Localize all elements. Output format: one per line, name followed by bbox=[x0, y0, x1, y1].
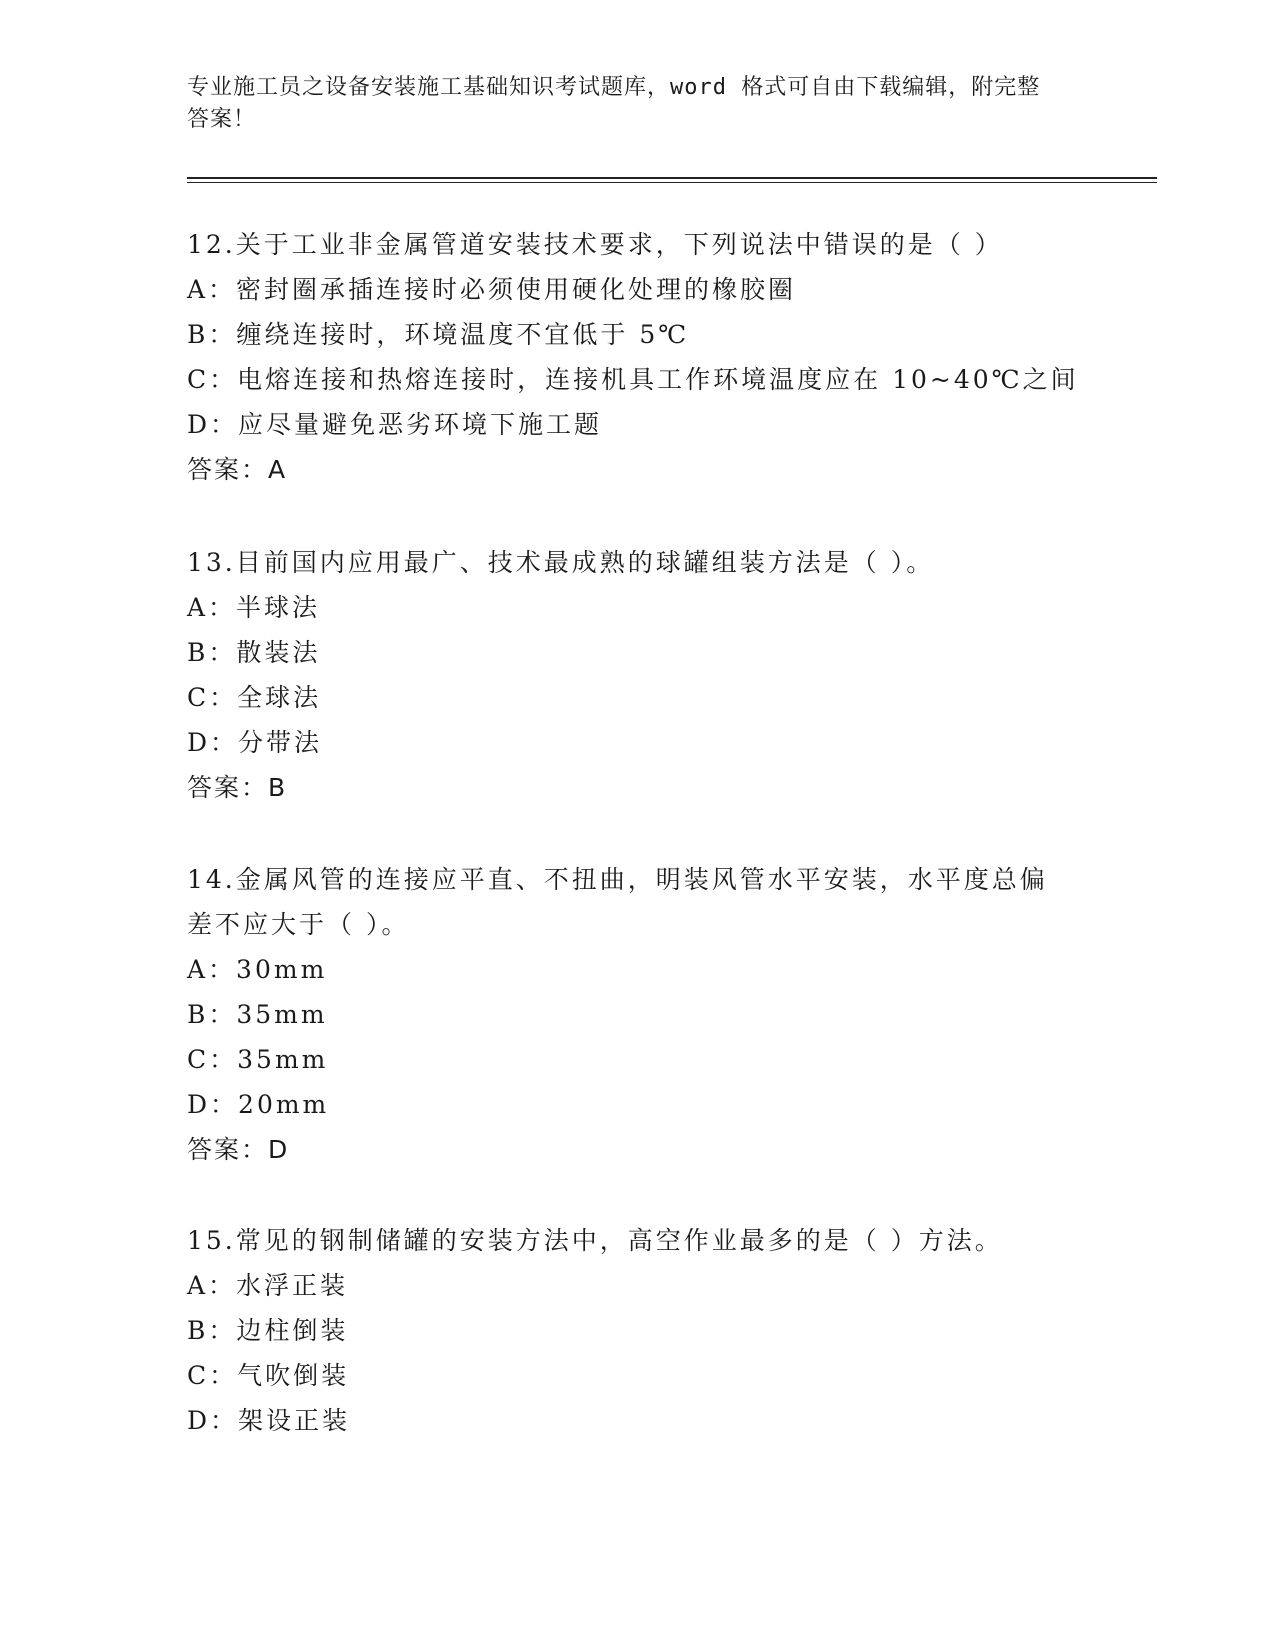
question-15 bbox=[187, 1218, 1087, 1443]
option-c: C：电熔连接和热熔连接时，连接机具工作环境温度应在 10~40℃之间 bbox=[187, 365, 1079, 394]
option-b: B：缠绕连接时，环境温度不宜低于 5℃ bbox=[187, 320, 690, 349]
question-stem: 13.目前国内应用最广、技术最成熟的球罐组装方法是（ ）。 bbox=[187, 548, 935, 577]
option-a: A：半球法 bbox=[187, 593, 321, 622]
option-d: D：架设正装 bbox=[187, 1406, 351, 1435]
header-divider-thin bbox=[187, 182, 1157, 183]
option-a: A：30mm bbox=[187, 955, 328, 984]
option-d: D：应尽量避免恶劣环境下施工题 bbox=[187, 410, 603, 439]
question-stem: 14.金属风管的连接应平直、不扭曲，明装风管水平安装，水平度总偏差不应大于（ ）。 bbox=[187, 865, 1048, 939]
option-a: A：水浮正装 bbox=[187, 1271, 349, 1300]
option-c: C：全球法 bbox=[187, 683, 322, 712]
option-c: C：气吹倒装 bbox=[187, 1361, 350, 1390]
question-stem: 12.关于工业非金属管道安装技术要求，下列说法中错误的是（ ） bbox=[187, 230, 1003, 259]
question-stem: 15.常见的钢制储罐的安装方法中，高空作业最多的是（ ）方法。 bbox=[187, 1226, 1003, 1255]
option-b: B：35mm bbox=[187, 1000, 328, 1029]
question-14 bbox=[187, 857, 1087, 1172]
answer: 答案：B bbox=[187, 773, 288, 802]
document-header: 专业施工员之设备安装施工基础知识考试题库，word 格式可自由下载编辑，附完整答案！ bbox=[187, 75, 1041, 132]
question-12 bbox=[187, 222, 1087, 492]
answer: 答案：D bbox=[187, 1135, 290, 1164]
header-divider-thick bbox=[187, 177, 1157, 179]
option-b: B：边柱倒装 bbox=[187, 1316, 349, 1345]
option-b: B：散装法 bbox=[187, 638, 321, 667]
option-d: D：20mm bbox=[187, 1090, 330, 1119]
question-13 bbox=[187, 540, 1087, 810]
option-d: D：分带法 bbox=[187, 728, 323, 757]
option-c: C：35mm bbox=[187, 1045, 329, 1074]
answer: 答案：A bbox=[187, 455, 288, 484]
option-a: A：密封圈承插连接时必须使用硬化处理的橡胶圈 bbox=[187, 275, 797, 304]
